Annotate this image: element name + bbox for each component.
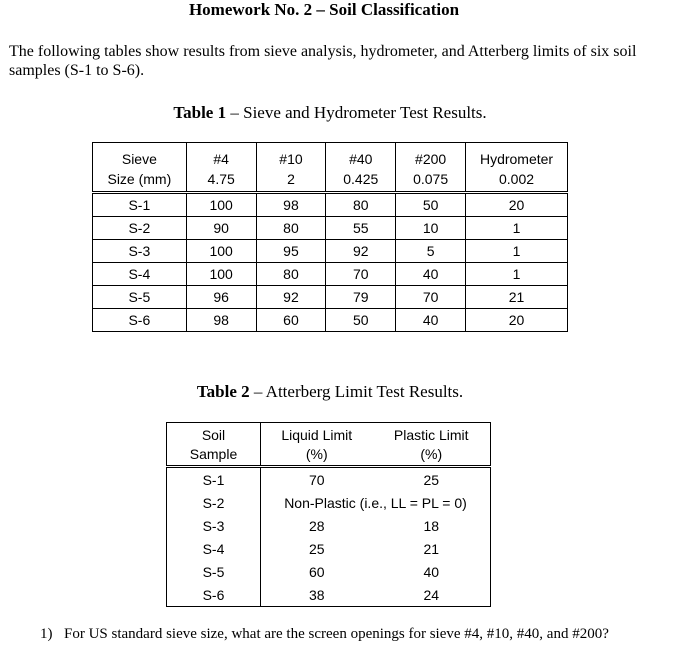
table1-header-row2 bbox=[93, 167, 568, 193]
table-cell: 18 bbox=[372, 514, 490, 537]
table-cell: S-6 bbox=[93, 309, 187, 332]
table2-header-row2 bbox=[167, 443, 491, 467]
table-row bbox=[93, 263, 568, 286]
question-number: 1) bbox=[40, 626, 53, 642]
atterberg-limits-table bbox=[166, 422, 491, 607]
table1-header-cell: #10 bbox=[256, 143, 326, 168]
table1-header-cell: 0.075 bbox=[396, 167, 466, 193]
table-cell: 25 bbox=[308, 540, 325, 557]
table-row bbox=[167, 491, 491, 514]
table-row bbox=[167, 583, 491, 607]
table1-header-cell: 2 bbox=[256, 167, 326, 193]
table1-header-cell: 0.425 bbox=[326, 167, 396, 193]
table-row bbox=[93, 309, 568, 332]
question-1 bbox=[40, 625, 660, 643]
table1-header-row1 bbox=[93, 143, 568, 168]
table-cell: 21 bbox=[372, 537, 490, 560]
question-text: For US standard sieve size, what are the screen openings for sieve #4, #10, #40, and #200? bbox=[64, 626, 609, 642]
table2-header-cell: Soil bbox=[167, 423, 261, 444]
table2-header-row1 bbox=[167, 423, 491, 444]
table2-header-cell: Sample bbox=[167, 443, 261, 467]
table1-caption bbox=[0, 103, 660, 123]
table-cell: 98 bbox=[256, 193, 326, 217]
table-cell: 38 bbox=[261, 583, 373, 607]
table1-header-cell: Size (mm) bbox=[93, 167, 187, 193]
table-row bbox=[167, 467, 491, 492]
table-cell: 1 bbox=[466, 263, 568, 286]
table-cell: 98 bbox=[186, 309, 256, 332]
table-cell: 1 bbox=[466, 240, 568, 263]
table-cell: 20 bbox=[466, 309, 568, 332]
table-cell: 90 bbox=[186, 217, 256, 240]
table-row bbox=[167, 514, 491, 537]
table-cell: 70 bbox=[308, 471, 325, 488]
table-cell: 70 bbox=[326, 263, 396, 286]
table-cell: 25 bbox=[372, 467, 490, 492]
table-cell: 40 bbox=[372, 560, 490, 583]
table-row bbox=[167, 537, 491, 560]
table-cell: 70 bbox=[396, 286, 466, 309]
table1-caption-label: Table 1 bbox=[173, 103, 227, 122]
table-cell: 1 bbox=[466, 217, 568, 240]
table2-caption-label: Table 2 bbox=[196, 382, 250, 401]
table-cell: 50 bbox=[326, 309, 396, 332]
table-row bbox=[93, 240, 568, 263]
table1-header-cell: #200 bbox=[396, 143, 466, 168]
page-title: Homework No. 2 – Soil Classification bbox=[188, 0, 460, 19]
table-cell: 55 bbox=[326, 217, 396, 240]
table-row bbox=[93, 286, 568, 309]
table-cell: 28 bbox=[308, 517, 325, 534]
table-row bbox=[93, 193, 568, 217]
table-cell: 96 bbox=[186, 286, 256, 309]
table-row bbox=[167, 560, 491, 583]
table-cell: 5 bbox=[396, 240, 466, 263]
table-cell: S-2 bbox=[93, 217, 187, 240]
table2-header-cell: (%) bbox=[372, 443, 490, 467]
table-cell: 21 bbox=[466, 286, 568, 309]
sieve-hydrometer-table bbox=[92, 142, 568, 332]
table-cell: 92 bbox=[256, 286, 326, 309]
table-cell: 60 bbox=[308, 563, 325, 580]
table-cell: S-4 bbox=[93, 263, 187, 286]
table-cell: S-3 bbox=[93, 240, 187, 263]
table2-caption bbox=[0, 382, 660, 402]
table-cell: S-5 bbox=[167, 560, 261, 583]
table-cell: 95 bbox=[256, 240, 326, 263]
table2-header-cell: Plastic Limit bbox=[372, 423, 490, 444]
table1-header-cell: Sieve bbox=[93, 143, 187, 168]
table1-header-cell: 4.75 bbox=[186, 167, 256, 193]
table-cell: 80 bbox=[256, 217, 326, 240]
table-cell: 40 bbox=[396, 309, 466, 332]
table2-header-cell: (%) bbox=[261, 443, 373, 467]
table1-caption-text: – Sieve and Hydrometer Test Results. bbox=[226, 103, 487, 122]
table-cell: 92 bbox=[326, 240, 396, 263]
table1-header-cell: Hydrometer bbox=[466, 143, 568, 168]
table1-header-cell: #40 bbox=[326, 143, 396, 168]
table-cell: S-1 bbox=[167, 467, 261, 492]
table-cell: 79 bbox=[326, 286, 396, 309]
table-cell: S-3 bbox=[167, 514, 261, 537]
table-cell: 50 bbox=[396, 193, 466, 217]
table-cell: 100 bbox=[186, 240, 256, 263]
table-cell: S-1 bbox=[93, 193, 187, 217]
table-cell: 80 bbox=[326, 193, 396, 217]
table-row bbox=[93, 217, 568, 240]
table-cell: 10 bbox=[396, 217, 466, 240]
table-cell: S-6 bbox=[167, 583, 261, 607]
intro-paragraph: The following tables show results from sieve analysis, hydrometer, and Atterberg limits of six soil samples (S-1 to S-6). bbox=[9, 43, 637, 79]
table-cell: S-2 bbox=[167, 491, 261, 514]
table-cell: S-4 bbox=[167, 537, 261, 560]
table2-header-cell: Liquid Limit bbox=[261, 423, 373, 444]
table2-caption-text: – Atterberg Limit Test Results. bbox=[249, 382, 464, 401]
table-cell-merged: Non-Plastic (i.e., LL = PL = 0) bbox=[261, 491, 491, 514]
table-cell: 100 bbox=[186, 263, 256, 286]
table-cell: S-5 bbox=[93, 286, 187, 309]
table-cell: 100 bbox=[186, 193, 256, 217]
table-cell: 40 bbox=[396, 263, 466, 286]
table1-header-cell: #4 bbox=[186, 143, 256, 168]
table-cell: 24 bbox=[372, 583, 490, 607]
table-cell: 80 bbox=[256, 263, 326, 286]
table-cell: 20 bbox=[466, 193, 568, 217]
table-cell: 60 bbox=[256, 309, 326, 332]
table1-header-cell: 0.002 bbox=[466, 167, 568, 193]
